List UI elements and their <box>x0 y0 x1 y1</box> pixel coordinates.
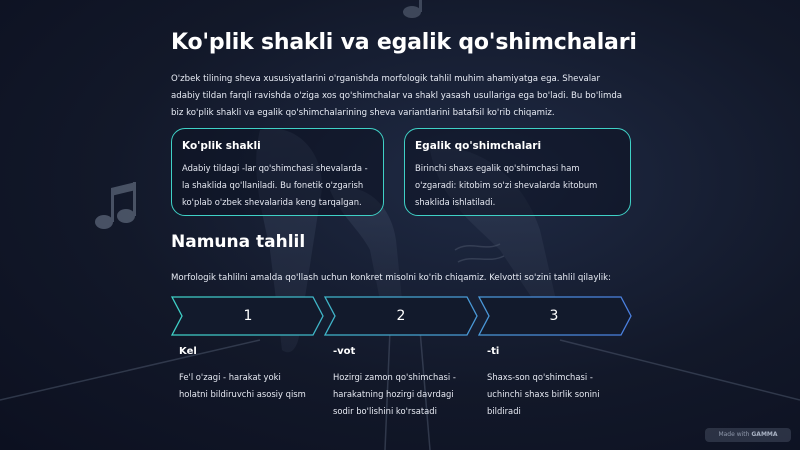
step-detail-3 <box>487 346 615 420</box>
card-possessive-suffixes <box>404 128 631 216</box>
card-text: Adabiy tildagi -lar qo'shimchasi shevalarda -la shaklida qo'llaniladi. Bu fonetik o'zgarish ko'plab o'zbek shevalarida keng tarqalgan. <box>182 163 368 207</box>
step-title: -ti <box>487 346 500 357</box>
page-title: Ko'plik shakli va egalik qo'shimchalari <box>171 30 637 55</box>
step-number-2: 2 <box>396 308 406 324</box>
step-text: Hozirgi zamon qo'shimchasi - harakatning hozirgi davrdagi sodir bo'lishini ko'rsatadi <box>333 372 456 416</box>
badge-prefix: Made with <box>718 431 750 438</box>
section-lead: Morfologik tahlilni amalda qo'llash uchun konkret misolni ko'rib chiqamiz. Kelvotti so'zini tahlil qilaylik: <box>171 273 612 283</box>
step-title: -vot <box>333 346 356 357</box>
music-note-icon <box>403 0 422 18</box>
card-title: Egalik qo'shimchalari <box>415 140 542 152</box>
card-plural-form <box>171 128 384 216</box>
card-text: Birinchi shaxs egalik qo'shimchasi ham o'zgaradi: kitobim so'zi shevalarda kitobum shaklida ishlatiladi. <box>415 163 598 207</box>
step-detail-1 <box>179 346 309 403</box>
step-text: Fe'l o'zagi - harakat yoki holatni bildiruvchi asosiy qism <box>179 372 306 399</box>
badge-brand: GAMMA <box>751 431 778 438</box>
step-number-3: 3 <box>549 308 559 324</box>
step-detail-2 <box>333 346 463 420</box>
card-title: Ko'plik shakli <box>182 140 261 152</box>
intro-paragraph: O'zbek tilining sheva xususiyatlarini o'rganishda morfologik tahlil muhim ahamiyatga ega. Shevalar adabiy tildan farqli ravishda o'ziga xos qo'shimchalar va shakl yasash usullariga ega bo'ladi. Bu bo'limda biz ko'plik shakli va egalik qo'shimchalarining sheva variantlarini batafsil ko'rib chiqamiz. <box>171 74 623 118</box>
step-chevrons <box>171 296 633 336</box>
music-note-icon <box>95 182 136 229</box>
step-text: Shaxs-son qo'shimchasi - uchinchi shaxs birlik sonini bildiradi <box>487 372 600 416</box>
step-number-1: 1 <box>243 308 253 324</box>
step-title: Kel <box>179 346 197 357</box>
made-with-gamma-badge[interactable] <box>705 428 791 442</box>
section-title: Namuna tahlil <box>171 232 306 252</box>
